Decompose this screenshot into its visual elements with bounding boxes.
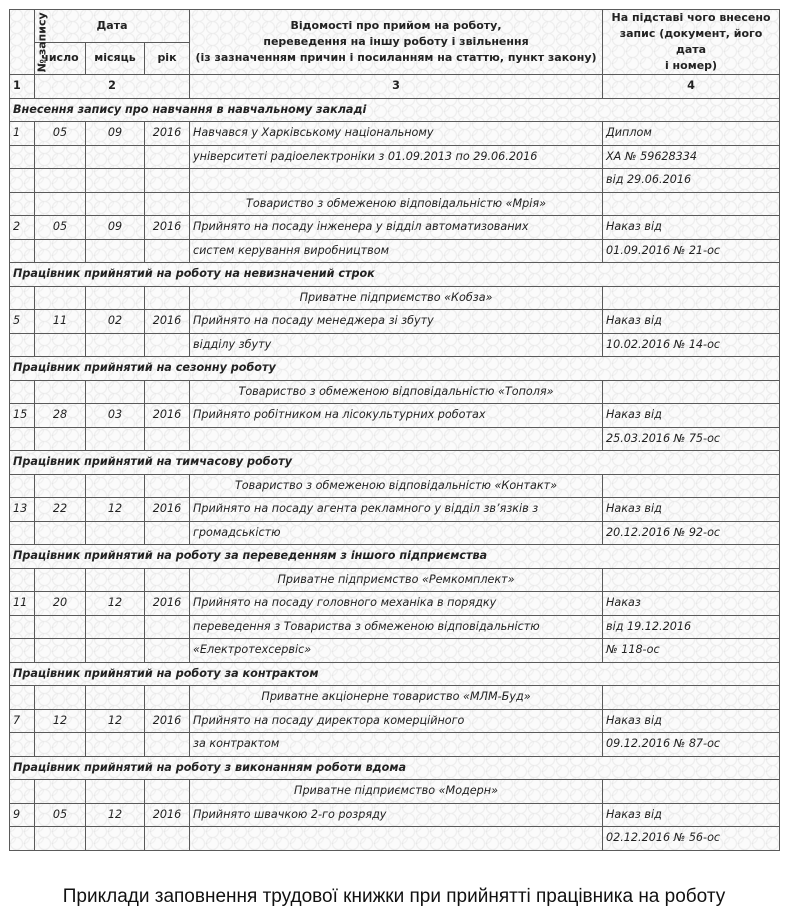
info-cell [190,427,603,451]
month-cell: 12 [86,709,145,733]
year-cell [145,333,190,357]
record-row [10,145,780,169]
basis-cell: 20.12.2016 № 92-ос [603,521,780,545]
month-cell [86,192,145,216]
info-cell: університеті радіоелектроніки з 01.09.2013 по 29.06.2016 [190,145,603,169]
day-cell [35,145,86,169]
record-number-cell [10,639,35,663]
record-row [10,216,780,240]
organization-name: Приватне акціонерне товариство «МЛМ-Буд» [190,686,603,710]
header-row-top [10,10,780,43]
month-cell [86,169,145,193]
record-row [10,592,780,616]
basis-cell: від 29.06.2016 [603,169,780,193]
day-cell [35,686,86,710]
month-cell [86,733,145,757]
day-cell: 05 [35,803,86,827]
info-cell: Прийнято робітником на лісокультурних роботах [190,404,603,428]
organization-name: Товариство з обмеженою відповідальністю «Тополя» [190,380,603,404]
record-row [10,709,780,733]
record-number-cell [10,686,35,710]
section-title: Працівник прийнятий на роботу на невизначений строк [10,263,780,287]
figure-caption: Приклади заповнення трудової книжки при прийнятті працівника на роботу [62,886,726,907]
header-info: Відомості про прийом на роботу, переведення на іншу роботу і звільнення (із зазначенням причин і посиланням на статтю, пункт закону) [190,10,603,75]
day-cell [35,239,86,263]
basis-cell: Наказ від [603,216,780,240]
basis-cell: 25.03.2016 № 75-ос [603,427,780,451]
info-cell: Прийнято на посаду агента рекламного у відділ зв’язків з [190,498,603,522]
organization-row [10,780,780,804]
info-cell: Прийнято швачкою 2-го розряду [190,803,603,827]
basis-cell [603,192,780,216]
year-cell [145,568,190,592]
month-cell [86,780,145,804]
record-row [10,404,780,428]
year-cell [145,686,190,710]
record-row [10,521,780,545]
record-number-cell: 11 [10,592,35,616]
record-number-cell [10,192,35,216]
header-date: Дата [35,10,190,43]
day-cell: 22 [35,498,86,522]
month-cell [86,333,145,357]
header-year: рік [145,42,190,75]
column-number: 3 [190,75,603,99]
month-cell: 09 [86,216,145,240]
basis-cell [603,568,780,592]
record-row [10,427,780,451]
organization-row [10,686,780,710]
record-row [10,239,780,263]
record-row [10,310,780,334]
record-row [10,827,780,851]
record-number-cell [10,333,35,357]
organization-name: Приватне підприємство «Модерн» [190,780,603,804]
month-cell [86,686,145,710]
year-cell: 2016 [145,310,190,334]
section-row [10,756,780,780]
day-cell [35,568,86,592]
basis-cell: ХА № 59628334 [603,145,780,169]
month-cell [86,427,145,451]
month-cell: 03 [86,404,145,428]
section-title: Внесення запису про навчання в навчальному закладі [10,98,780,122]
day-cell [35,333,86,357]
year-cell [145,169,190,193]
header-record-number: № запису [10,10,35,75]
organization-row [10,380,780,404]
column-number: 1 [10,75,35,99]
year-cell: 2016 [145,404,190,428]
year-cell: 2016 [145,216,190,240]
record-row [10,498,780,522]
record-number-cell: 13 [10,498,35,522]
organization-row [10,286,780,310]
record-row [10,733,780,757]
section-row [10,662,780,686]
organization-name: Товариство з обмеженою відповідальністю «Контакт» [190,474,603,498]
record-number-cell: 7 [10,709,35,733]
month-cell [86,521,145,545]
month-cell: 12 [86,592,145,616]
info-cell: відділу збуту [190,333,603,357]
day-cell [35,733,86,757]
record-number-cell [10,239,35,263]
day-cell: 11 [35,310,86,334]
header-basis: На підставі чого внесено запис (документ, його дата і номер) [603,10,780,75]
record-number-cell: 5 [10,310,35,334]
info-cell: переведення з Товариства з обмеженою відповідальністю [190,615,603,639]
month-cell [86,639,145,663]
info-cell: Навчався у Харківському національному [190,122,603,146]
month-cell [86,827,145,851]
month-cell [86,239,145,263]
section-title: Працівник прийнятий на тимчасову роботу [10,451,780,475]
year-cell: 2016 [145,709,190,733]
basis-cell: 02.12.2016 № 56-ос [603,827,780,851]
month-cell [86,615,145,639]
record-number-cell [10,615,35,639]
month-cell: 09 [86,122,145,146]
year-cell: 2016 [145,122,190,146]
section-title: Працівник прийнятий на роботу за переведенням з іншого підприємства [10,545,780,569]
info-cell: систем керування виробництвом [190,239,603,263]
column-number: 2 [35,75,190,99]
section-title: Працівник прийнятий на сезонну роботу [10,357,780,381]
info-cell [190,827,603,851]
basis-cell: від 19.12.2016 [603,615,780,639]
year-cell [145,286,190,310]
record-number-cell [10,169,35,193]
section-row [10,98,780,122]
day-cell [35,474,86,498]
basis-cell [603,380,780,404]
record-number-cell: 9 [10,803,35,827]
info-cell: Прийнято на посаду менеджера зі збуту [190,310,603,334]
basis-cell: Наказ від [603,803,780,827]
record-number-cell: 15 [10,404,35,428]
basis-cell: Наказ [603,592,780,616]
basis-cell [603,286,780,310]
year-cell [145,380,190,404]
organization-name: Товариство з обмеженою відповідальністю «Мрія» [190,192,603,216]
day-cell [35,780,86,804]
month-cell: 02 [86,310,145,334]
organization-row [10,192,780,216]
record-row [10,122,780,146]
year-cell [145,521,190,545]
record-number-cell: 2 [10,216,35,240]
column-number: 4 [603,75,780,99]
info-cell: за контрактом [190,733,603,757]
record-number-cell [10,286,35,310]
basis-cell: № 118-ос [603,639,780,663]
record-number-cell [10,145,35,169]
info-cell: Прийнято на посаду інженера у відділ автоматизованих [190,216,603,240]
record-number-cell [10,474,35,498]
section-title: Працівник прийнятий на роботу за контрактом [10,662,780,686]
day-cell: 20 [35,592,86,616]
day-cell [35,286,86,310]
info-cell: «Електротехсервіс» [190,639,603,663]
basis-cell: Наказ від [603,709,780,733]
month-cell [86,145,145,169]
info-cell: Прийнято на посаду головного механіка в порядку [190,592,603,616]
section-title: Працівник прийнятий на роботу з виконанням роботи вдома [10,756,780,780]
year-cell [145,192,190,216]
organization-row [10,474,780,498]
organization-name: Приватне підприємство «Кобза» [190,286,603,310]
day-cell: 05 [35,216,86,240]
basis-cell: 10.02.2016 № 14-ос [603,333,780,357]
header-day: число [35,42,86,75]
day-cell [35,521,86,545]
record-number-cell [10,733,35,757]
year-cell [145,427,190,451]
month-cell: 12 [86,803,145,827]
year-cell: 2016 [145,498,190,522]
basis-cell: 01.09.2016 № 21-ос [603,239,780,263]
record-row [10,615,780,639]
basis-cell: Наказ від [603,310,780,334]
year-cell [145,474,190,498]
year-cell: 2016 [145,592,190,616]
column-number-row [10,75,780,99]
day-cell [35,169,86,193]
day-cell: 12 [35,709,86,733]
year-cell [145,145,190,169]
basis-cell [603,474,780,498]
day-cell [35,380,86,404]
basis-cell: Наказ від [603,498,780,522]
day-cell [35,192,86,216]
basis-cell: Наказ від [603,404,780,428]
year-cell [145,615,190,639]
section-row [10,545,780,569]
section-row [10,451,780,475]
month-cell [86,568,145,592]
record-number-cell [10,427,35,451]
info-cell [190,169,603,193]
year-cell: 2016 [145,803,190,827]
section-row [10,357,780,381]
day-cell: 05 [35,122,86,146]
day-cell [35,427,86,451]
month-cell [86,474,145,498]
month-cell [86,380,145,404]
header-month: місяць [86,42,145,75]
year-cell [145,780,190,804]
year-cell [145,639,190,663]
info-cell: громадськістю [190,521,603,545]
basis-cell: 09.12.2016 № 87-ос [603,733,780,757]
record-number-cell [10,780,35,804]
record-number-cell [10,521,35,545]
record-number-cell [10,827,35,851]
basis-cell: Диплом [603,122,780,146]
record-row [10,169,780,193]
day-cell [35,827,86,851]
record-row [10,639,780,663]
organization-row [10,568,780,592]
info-cell: Прийнято на посаду директора комерційного [190,709,603,733]
month-cell: 12 [86,498,145,522]
year-cell [145,733,190,757]
employment-record-table [9,9,780,851]
day-cell [35,615,86,639]
record-number-cell: 1 [10,122,35,146]
section-row [10,263,780,287]
year-cell [145,239,190,263]
organization-name: Приватне підприємство «Ремкомплект» [190,568,603,592]
month-cell [86,286,145,310]
record-number-cell [10,568,35,592]
year-cell [145,827,190,851]
day-cell [35,639,86,663]
basis-cell [603,780,780,804]
record-row [10,333,780,357]
record-row [10,803,780,827]
record-number-cell [10,380,35,404]
basis-cell [603,686,780,710]
day-cell: 28 [35,404,86,428]
